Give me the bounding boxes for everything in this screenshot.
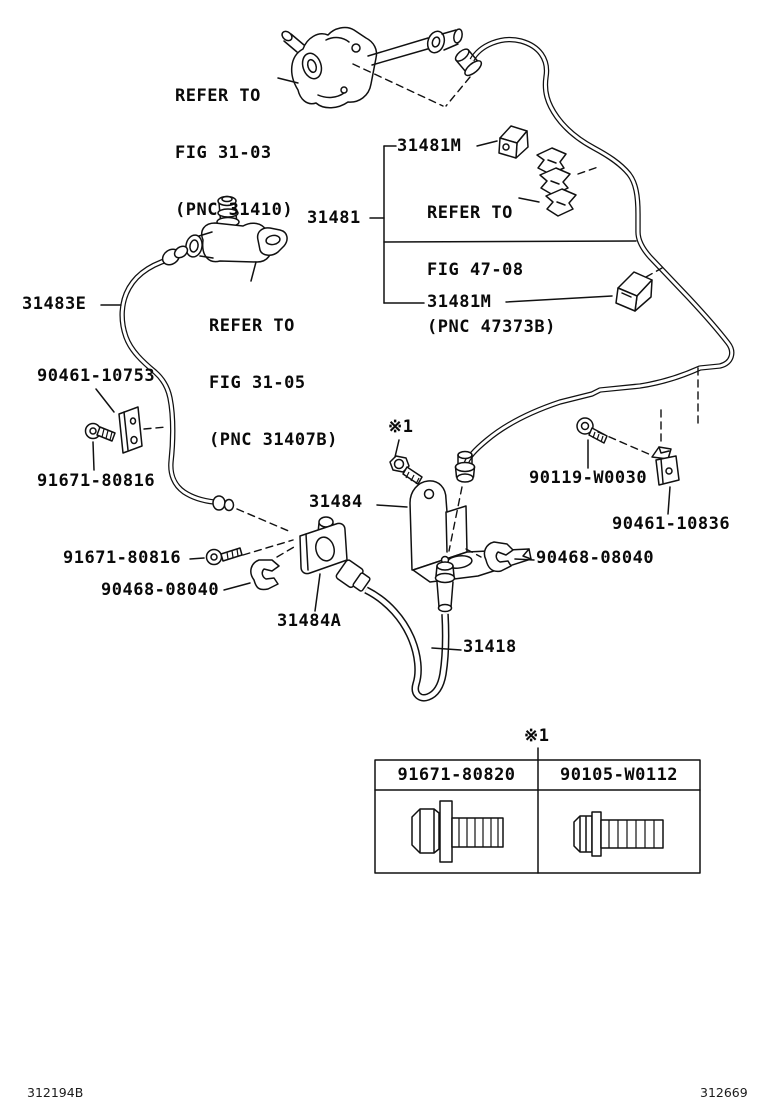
table-bolt-90105-w0112-drawing <box>574 812 663 856</box>
hose-fitting-right-drawing <box>436 557 455 612</box>
callout-line: REFER TO <box>175 86 261 106</box>
bracket-31484-drawing <box>410 481 531 582</box>
table-note-marker-1: ※1 <box>524 726 550 746</box>
bracket-90461-10836-drawing <box>652 447 679 485</box>
part-label-91671-80816-a: 91671-80816 <box>37 471 156 491</box>
callout-line: FIG 31-03 <box>175 143 272 163</box>
part-label-31483e: 31483E <box>22 294 87 314</box>
note-marker-1: ※1 <box>388 417 414 437</box>
part-label-90461-10753: 90461-10753 <box>37 366 156 386</box>
callout-line: REFER TO <box>209 316 295 336</box>
callout-line: FIG 47-08 <box>427 260 524 280</box>
bracket-31484a-drawing <box>300 517 347 574</box>
part-label-90468-08040-a: 90468-08040 <box>101 580 220 600</box>
callout-line: (PNC 47373B) <box>427 317 556 337</box>
callout-line: (PNC 31407B) <box>209 430 338 450</box>
bolt-91671-80816-a-drawing <box>86 424 116 442</box>
tube-clamp-31481m-bottom-drawing <box>616 272 652 311</box>
part-label-90119-w0030: 90119-W0030 <box>529 468 648 488</box>
callout-refer-fig-47-08 <box>427 166 556 356</box>
callout-line: FIG 31-05 <box>209 373 306 393</box>
clamp-90468-08040-left-drawing <box>251 560 279 590</box>
tube-end-fitting-lower <box>213 496 234 511</box>
part-label-31484a: 31484A <box>277 611 342 631</box>
tube-end-fitting-left <box>160 244 190 268</box>
callout-refer-fig-31-05 <box>209 279 338 469</box>
bolt-91671-80816-b-drawing <box>207 548 243 565</box>
callout-line: REFER TO <box>427 203 513 223</box>
table-bolt-91671-80820-drawing <box>412 801 503 862</box>
callout-refer-fig-31-03 <box>175 49 293 239</box>
flare-nut-lower-drawing <box>456 452 475 483</box>
part-label-31481m-top: 31481M <box>397 136 462 156</box>
clutch-master-cylinder-drawing <box>280 28 463 108</box>
part-label-91671-80816-b: 91671-80816 <box>63 548 182 568</box>
figure-code-left: 312194B <box>27 1085 84 1100</box>
flexible-hose-31418-drawing <box>366 590 446 698</box>
callout-line: (PNC 31410) <box>175 200 294 220</box>
part-label-90468-08040-b: 90468-08040 <box>536 548 655 568</box>
figure-code-right: 312669 <box>700 1085 748 1100</box>
table-col-header-91671-80820: 91671-80820 <box>397 765 516 785</box>
bolt-90119-w0030-drawing <box>577 418 607 443</box>
part-label-31418: 31418 <box>463 637 517 657</box>
part-label-31481m-bottom: 31481M <box>427 292 492 312</box>
bracket-90461-10753-drawing <box>119 407 142 453</box>
part-label-90461-10836: 90461-10836 <box>612 514 731 534</box>
table-col-header-90105-w0112: 90105-W0112 <box>559 765 679 785</box>
part-label-31481: 31481 <box>307 208 361 228</box>
tube-clamp-31481m-top-drawing <box>499 126 528 158</box>
bolt-note1-drawing <box>390 456 422 484</box>
part-label-31484: 31484 <box>309 492 363 512</box>
